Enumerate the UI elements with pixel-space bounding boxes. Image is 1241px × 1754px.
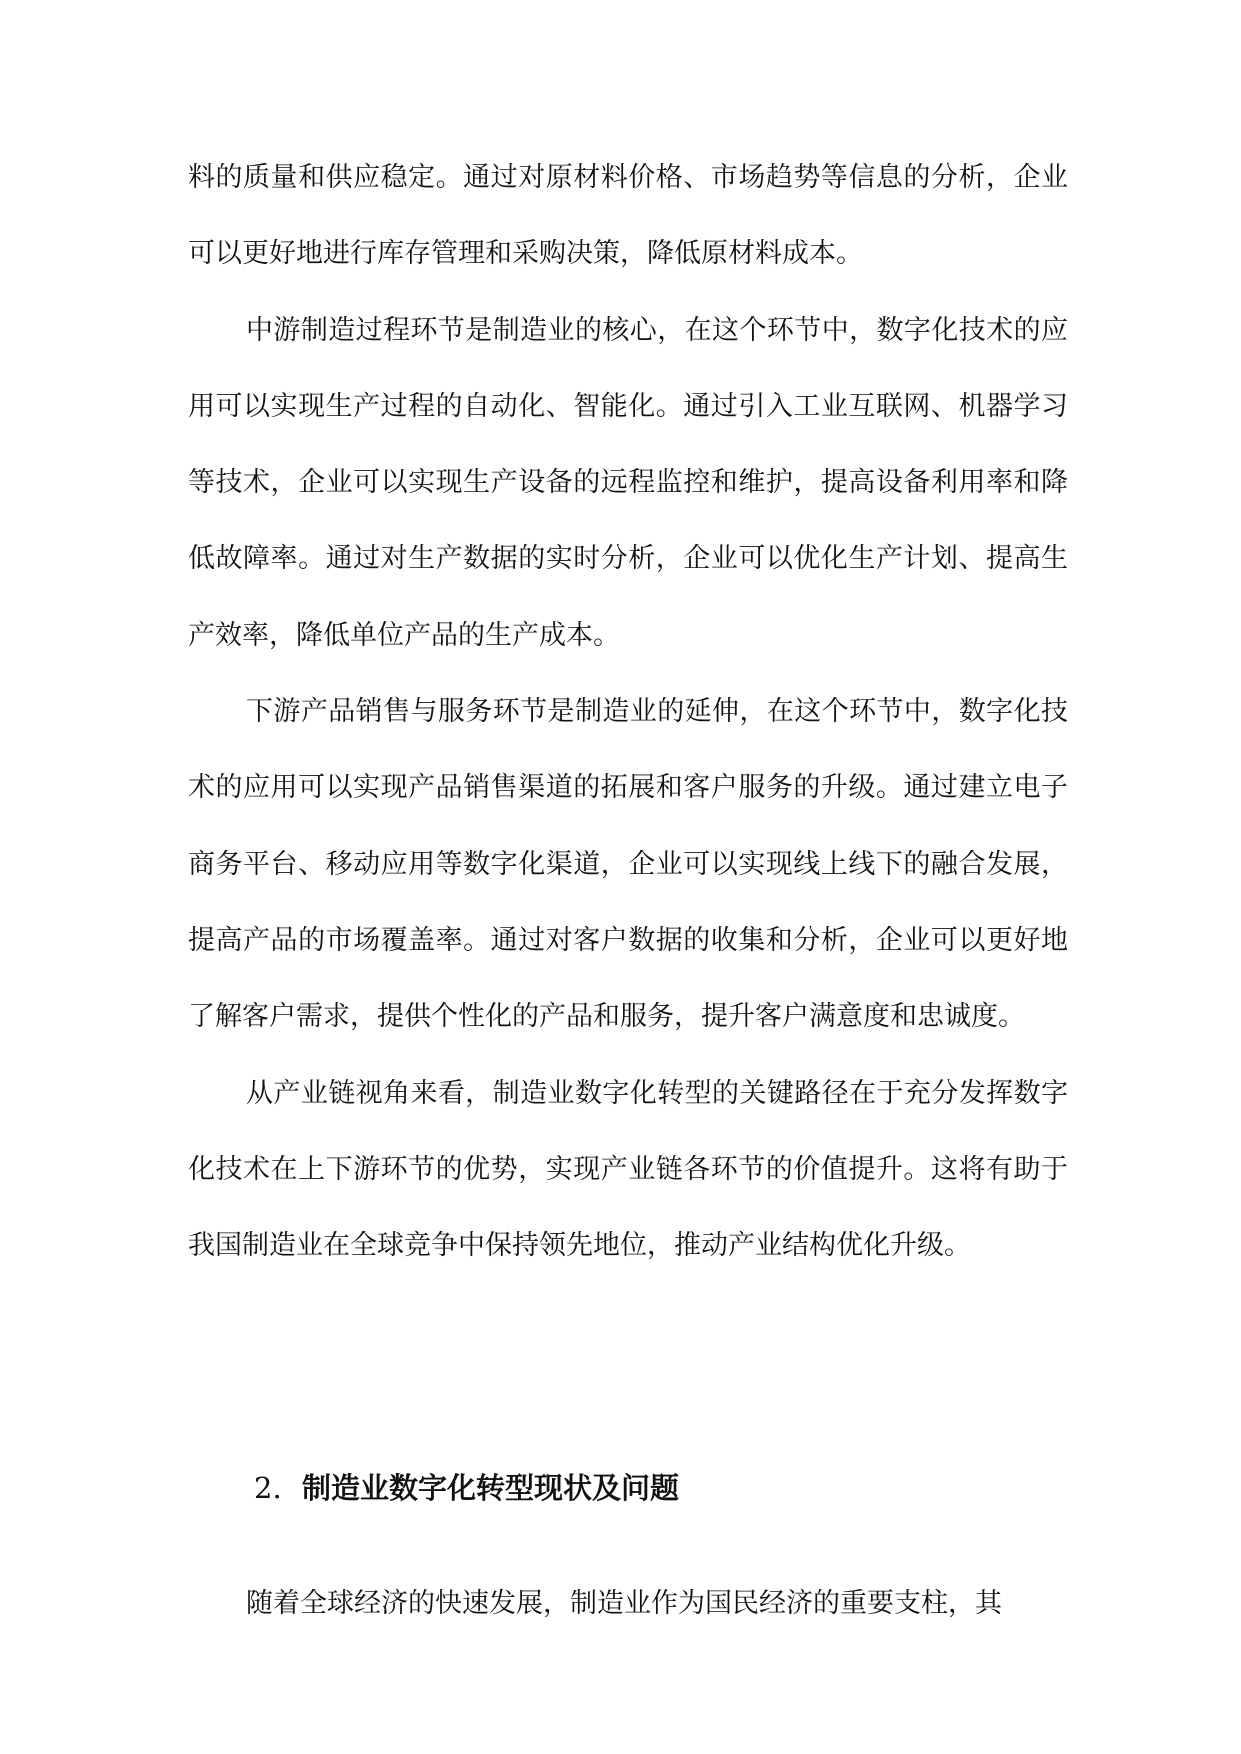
section-heading bbox=[254, 1468, 1054, 1508]
section-title: 制造业数字化转型现状及问题 bbox=[302, 1471, 680, 1505]
paragraph-section-intro: 随着全球经济的快速发展，制造业作为国民经济的重要支柱，其 bbox=[246, 1588, 1002, 1619]
paragraph-continuation: 料的质量和供应稳定。通过对原材料价格、市场趋势等信息的分析，企业可以更好地进行库存管理和采购决策，降低原材料成本。 bbox=[188, 162, 1068, 270]
paragraph-downstream: 下游产品销售与服务环节是制造业的延伸，在这个环节中，数字化技术的应用可以实现产品销售渠道的拓展和客户服务的升级。通过建立电子商务平台、移动应用等数字化渠道，企业可以实现线上线下的融合发展，提高产品的市场覆盖率。通过对客户数据的收集和分析，企业可以更好地了解客户需求，提供个性化的产品和服务，提升客户满意度和忠诚度。 bbox=[188, 696, 1068, 1033]
paragraph-industry-chain: 从产业链视角来看，制造业数字化转型的关键路径在于充分发挥数字化技术在上下游环节的优势，实现产业链各环节的价值提升。这将有助于我国制造业在全球竞争中保持领先地位，推动产业结构优化升级。 bbox=[188, 1077, 1068, 1262]
section-number: 2. bbox=[254, 1471, 282, 1505]
paragraph-midstream: 中游制造过程环节是制造业的核心，在这个环节中，数字化技术的应用可以实现生产过程的自动化、智能化。通过引入工业互联网、机器学习等技术，企业可以实现生产设备的远程监控和维护，提高设备利用率和降低故障率。通过对生产数据的实时分析，企业可以优化生产计划、提高生产效率，降低单位产品的生产成本。 bbox=[188, 314, 1068, 651]
body-text bbox=[188, 140, 1068, 1284]
section-body-text bbox=[188, 1566, 1068, 1642]
